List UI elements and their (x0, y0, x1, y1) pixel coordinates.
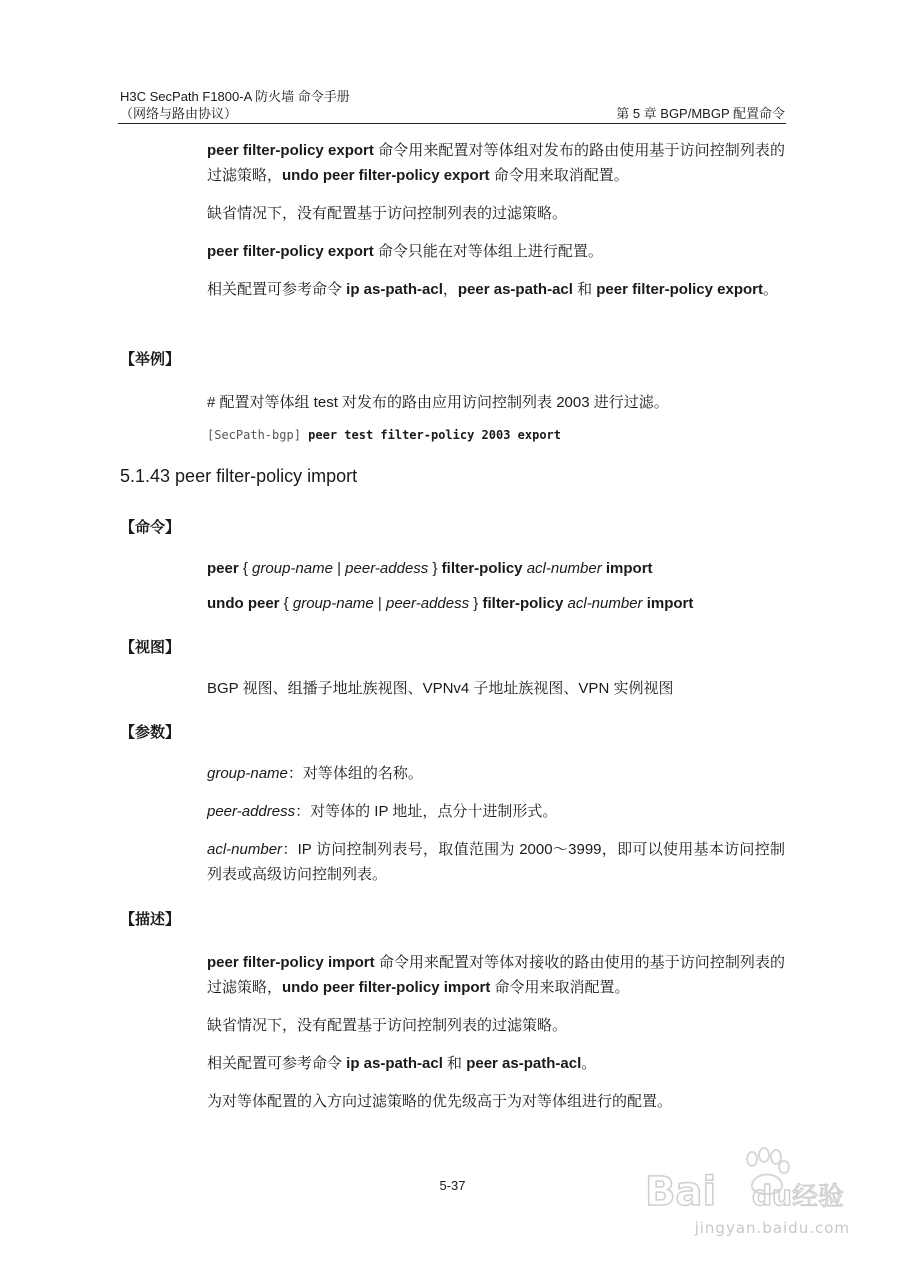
prev-description-2: 缺省情况下，没有配置基于访问控制列表的过滤策略。 (207, 205, 568, 222)
description-2: 缺省情况下，没有配置基于访问控制列表的过滤策略。 (207, 1017, 568, 1034)
param-group-name: group-name：对等体组的名称。 (207, 765, 423, 782)
svg-text:du: du (752, 1179, 792, 1212)
param-peer-address: peer-address：对等体的 IP 地址，点分十进制形式。 (207, 803, 558, 820)
example-comment: # 配置对等体组 test 对发布的路由应用访问控制列表 2003 进行过滤。 (207, 394, 669, 411)
syntax-line-1: peer { group-name | peer-addess } filter-policy acl-number import (207, 560, 653, 577)
svg-text:Bai: Bai (645, 1169, 717, 1215)
page-number: 5-37 (439, 1178, 466, 1193)
svg-text:经验: 经验 (792, 1182, 845, 1212)
section-title: 5.1.43 peer filter-policy import (120, 466, 358, 486)
example-code: [SecPath-bgp] peer test filter-policy 2003 export (207, 428, 562, 442)
prev-description-4: 相关配置可参考命令 ip as-path-acl，peer as-path-acl 和 peer filter-policy export。 (207, 281, 778, 298)
param-acl-number: acl-number：IP 访问控制列表号，取值范围为 2000～3999，即可以使用基本访问控制列表或高级访问控制列表。 (207, 841, 785, 883)
command-heading: 【命令】 (120, 519, 181, 536)
view-heading: 【视图】 (120, 639, 181, 656)
prev-description-3: peer filter-policy export 命令只能在对等体组上进行配置。 (207, 243, 603, 260)
cmd-keyword: peer filter-policy export (207, 142, 374, 159)
view-text: BGP 视图、组播子地址族视图、VPNv4 子地址族视图、VPN 实例视图 (207, 680, 674, 697)
baidu-watermark (640, 1145, 850, 1245)
description-3: 相关配置可参考命令 ip as-path-acl 和 peer as-path-acl。 (207, 1055, 597, 1072)
syntax-line-2: undo peer { group-name | peer-addess } filter-policy acl-number import (207, 595, 694, 612)
header-rule (118, 123, 786, 124)
example-heading: 【举例】 (120, 351, 181, 368)
desc-heading: 【描述】 (120, 911, 181, 928)
description-4: 为对等体配置的入方向过滤策略的优先级高于为对等体组进行的配置。 (207, 1093, 673, 1110)
baidu-paw-logo-icon (640, 1145, 850, 1217)
header-subtitle: （网络与路由协议） (120, 106, 238, 121)
description-1: peer filter-policy import 命令用来配置对等体对接收的路由使用的基于访问控制列表的过滤策略，undo peer filter-policy import 命令用来取消配置。 (207, 954, 786, 996)
header-chapter: 第 5 章 BGP/MBGP 配置命令 (616, 106, 785, 121)
param-heading: 【参数】 (120, 724, 181, 741)
header-title: H3C SecPath F1800-A 防火墙 命令手册 (120, 89, 350, 104)
cmd-keyword: undo peer filter-policy export (282, 167, 490, 184)
watermark-url: jingyan.baidu.com (694, 1219, 850, 1237)
prev-description-1: peer filter-policy export 命令用来配置对等体组对发布的路由使用基于访问控制列表的过滤策略，undo peer filter-policy export 命令用来取消配置。 (207, 142, 785, 184)
